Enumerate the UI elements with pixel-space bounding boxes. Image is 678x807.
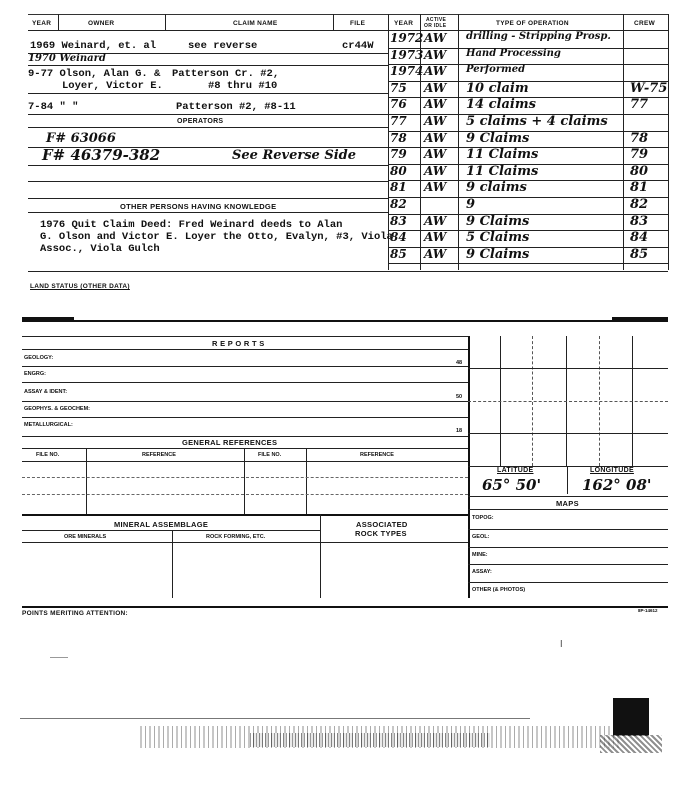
ops-active: AW — [424, 180, 447, 195]
ops-crew: 85 — [630, 246, 649, 262]
row-rule — [28, 93, 388, 94]
land-status-label: LAND STATUS (OTHER DATA) — [30, 283, 130, 290]
longitude-label: LONGITUDE — [590, 467, 634, 474]
section-divider-line — [22, 320, 668, 322]
reports-rule — [22, 366, 468, 367]
scan-noise — [50, 657, 68, 658]
mineral-col — [320, 514, 321, 598]
points-meriting-attention: POINTS MERITING ATTENTION: — [22, 610, 129, 617]
assoc-line-1: ASSOCIATED — [356, 520, 408, 529]
ops-crew: 83 — [630, 213, 649, 229]
owner-row-2: 1970 Weinard — [28, 53, 106, 64]
header-type-of-operation: TYPE OF OPERATION — [496, 20, 569, 27]
ops-type: 5 claims + 4 claims — [466, 114, 608, 129]
ops-type: 11 Claims — [466, 163, 539, 179]
header-active: ACTIVE — [426, 17, 447, 23]
ops-type: Performed — [466, 64, 526, 76]
row-rule — [28, 181, 388, 182]
report-geophys: GEOPHYS. & GEOCHEM: — [24, 406, 91, 412]
ops-type: 11 Claims — [466, 147, 539, 163]
ops-crew: 84 — [630, 230, 649, 246]
other-persons-line-1: 1976 Quit Claim Deed: Fred Weinard deeds to Alan — [40, 219, 343, 231]
maps-topog: TOPOG: — [472, 515, 494, 521]
scan-blob — [613, 698, 649, 736]
longitude-value: 162° 08' — [582, 476, 652, 494]
mineral-col — [172, 530, 173, 598]
reports-rule — [22, 401, 468, 402]
header-file: FILE — [350, 20, 366, 27]
ops-crew: 80 — [630, 163, 649, 179]
owner-row-4: Loyer, Victor E. — [62, 80, 163, 92]
report-num-18: 18 — [456, 428, 463, 434]
ops-crew: 82 — [630, 197, 649, 212]
col-div — [165, 14, 166, 31]
general-refs-title: GENERAL REFERENCES — [182, 438, 278, 447]
reports-rule — [22, 349, 468, 350]
col-div — [333, 14, 334, 31]
ops-active: AW — [424, 230, 447, 245]
row-rule — [28, 165, 388, 166]
claim-row-3: Patterson Cr. #2, — [172, 68, 280, 80]
ops-active: AW — [424, 130, 447, 145]
reports-title: R E P O R T S — [212, 339, 265, 348]
ops-active: AW — [424, 163, 447, 178]
other-persons-label: OTHER PERSONS HAVING KNOWLEDGE — [120, 202, 277, 211]
coord-div — [567, 466, 568, 494]
header-year-ops: YEAR — [394, 20, 414, 27]
ops-active: AW — [424, 114, 447, 128]
maps-rule — [468, 509, 668, 510]
maps-rule — [468, 582, 668, 583]
ops-year: 76 — [390, 97, 407, 112]
row-rule — [28, 65, 388, 66]
ops-active: AW — [424, 147, 447, 162]
grid-row — [468, 368, 668, 369]
row-rule — [28, 212, 388, 213]
ops-active: AW — [424, 47, 447, 62]
scan-noise: l — [560, 640, 563, 650]
operators-label: OPERATORS — [177, 118, 224, 125]
maps-assay: ASSAY: — [472, 569, 492, 575]
refs-rule — [22, 477, 468, 478]
row-rule — [28, 198, 388, 199]
header-crew: CREW — [634, 20, 656, 27]
ops-year: 77 — [390, 114, 407, 128]
owner-row-3: 9-77 Olson, Alan G. & — [28, 68, 161, 80]
file-row-1: cr44W — [342, 40, 374, 52]
scan-noise — [600, 735, 662, 753]
row-rule — [28, 127, 388, 128]
maps-title: MAPS — [556, 499, 579, 508]
col-div — [58, 14, 59, 31]
ops-active: AW — [424, 246, 447, 261]
refs-rule — [22, 448, 468, 449]
latitude-label: LATITUDE — [497, 467, 534, 474]
top-border — [28, 14, 668, 15]
ops-type: 5 Claims — [466, 230, 530, 246]
grid-row — [468, 401, 668, 402]
ops-type: 9 Claims — [466, 246, 530, 262]
ops-year: 80 — [390, 163, 407, 178]
reports-rule — [22, 382, 468, 383]
header-idle: OR IDLE — [424, 23, 447, 29]
maps-other: OTHER (& PHOTOS) — [472, 587, 526, 593]
col-div — [623, 14, 624, 270]
form-number: 8P-14612 — [638, 608, 658, 613]
top-section-bottom — [28, 271, 668, 272]
ops-active: AW — [424, 64, 447, 79]
row-rule — [28, 114, 388, 115]
refs-file-no-2: FILE NO. — [258, 452, 282, 458]
ops-crew: 77 — [630, 97, 649, 113]
other-persons-line-3: Assoc., Viola Gulch — [40, 243, 160, 255]
ops-active: AW — [424, 80, 447, 95]
maps-rule — [468, 547, 668, 548]
ops-year: 75 — [390, 80, 407, 95]
ops-year: 81 — [390, 180, 407, 195]
col-div — [668, 14, 669, 270]
maps-mine: MINE: — [472, 552, 488, 558]
report-assay: ASSAY & IDENT: — [24, 389, 68, 395]
claim-row-4: #8 thru #10 — [208, 80, 278, 92]
claim-row-1: see reverse — [188, 40, 258, 52]
other-persons-line-2: G. Olson and Victor E. Loyer the Otto, Evalyn, #3, Viola — [40, 231, 393, 243]
report-geology: GEOLOGY: — [24, 355, 54, 361]
refs-file-no: FILE NO. — [36, 452, 60, 458]
ops-row-rule — [388, 263, 668, 264]
ops-active: AW — [424, 31, 447, 45]
refs-rule — [22, 494, 468, 495]
ops-year: 78 — [390, 130, 407, 145]
mineral-rule — [22, 530, 320, 531]
scan-noise — [20, 718, 530, 719]
ops-type: 9 — [466, 197, 476, 212]
latitude-value: 65° 50' — [482, 476, 542, 494]
ops-type: 9 claims — [466, 180, 527, 196]
reports-rule — [22, 436, 468, 437]
ore-minerals: ORE MINERALS — [64, 534, 107, 540]
ops-type: drilling - Stripping Prosp. — [466, 31, 611, 42]
maps-geol: GEOL: — [472, 534, 490, 540]
ops-crew: 78 — [630, 130, 649, 146]
ops-year: 83 — [390, 213, 407, 228]
ops-crew: W-75 — [630, 80, 668, 96]
ops-type: 9 Claims — [466, 213, 530, 229]
ops-active: AW — [424, 213, 447, 228]
col-div — [458, 14, 459, 270]
ops-year: 84 — [390, 230, 407, 245]
refs-rule — [22, 461, 468, 462]
grid-row — [468, 433, 668, 434]
refs-reference-2: REFERENCE — [360, 452, 394, 458]
ops-row-rule — [388, 197, 668, 198]
reports-rule — [22, 417, 468, 418]
header-owner: OWNER — [88, 20, 115, 27]
assoc-line-2: ROCK TYPES — [355, 529, 407, 538]
ops-year: 79 — [390, 147, 407, 162]
operator-see-reverse: See Reverse Side — [232, 148, 357, 163]
report-engrg: ENGRG: — [24, 371, 46, 377]
ops-active: AW — [424, 97, 447, 112]
owner-row-1: 1969 Weinard, et. al — [30, 40, 157, 52]
refs-col — [86, 448, 87, 514]
bottom-rule — [22, 606, 668, 608]
maps-rule — [468, 529, 668, 530]
refs-col — [306, 448, 307, 514]
header-claim-name: CLAIM NAME — [233, 20, 278, 27]
ops-type: 9 Claims — [466, 130, 530, 146]
report-metallurgical: METALLURGICAL: — [24, 422, 73, 428]
ops-crew: 79 — [630, 147, 649, 163]
refs-reference: REFERENCE — [142, 452, 176, 458]
mineral-title: MINERAL ASSEMBLAGE — [114, 520, 209, 529]
operator-file-2: F# 46379-382 — [42, 146, 161, 164]
owner-row-5: 7-84 " " — [28, 101, 79, 113]
ops-year: 1973 — [390, 47, 424, 62]
ops-type: 10 claim — [466, 80, 529, 96]
ops-year: 1974 — [390, 64, 424, 79]
ops-year: 82 — [390, 197, 407, 211]
claim-row-5: Patterson #2, #8-11 — [176, 101, 296, 113]
rock-forming: ROCK FORMING, ETC. — [206, 534, 266, 540]
ops-year: 1972 — [390, 31, 424, 45]
ops-year: 85 — [390, 246, 407, 261]
refs-col — [244, 448, 245, 514]
ops-type: 14 claims — [466, 97, 536, 113]
ops-type: Hand Processing — [466, 47, 561, 59]
grid-edge — [468, 336, 470, 598]
report-num-48: 48 — [456, 360, 463, 366]
maps-rule — [468, 564, 668, 565]
operator-file-1: F# 63066 — [46, 131, 116, 146]
refs-rule — [22, 514, 468, 516]
scan-noise — [250, 733, 490, 747]
grid-row — [468, 496, 668, 497]
mineral-rule — [22, 542, 468, 543]
header-year: YEAR — [32, 20, 52, 27]
reports-top — [22, 336, 468, 337]
report-num-50: 50 — [456, 394, 463, 400]
ops-crew: 81 — [630, 180, 649, 196]
